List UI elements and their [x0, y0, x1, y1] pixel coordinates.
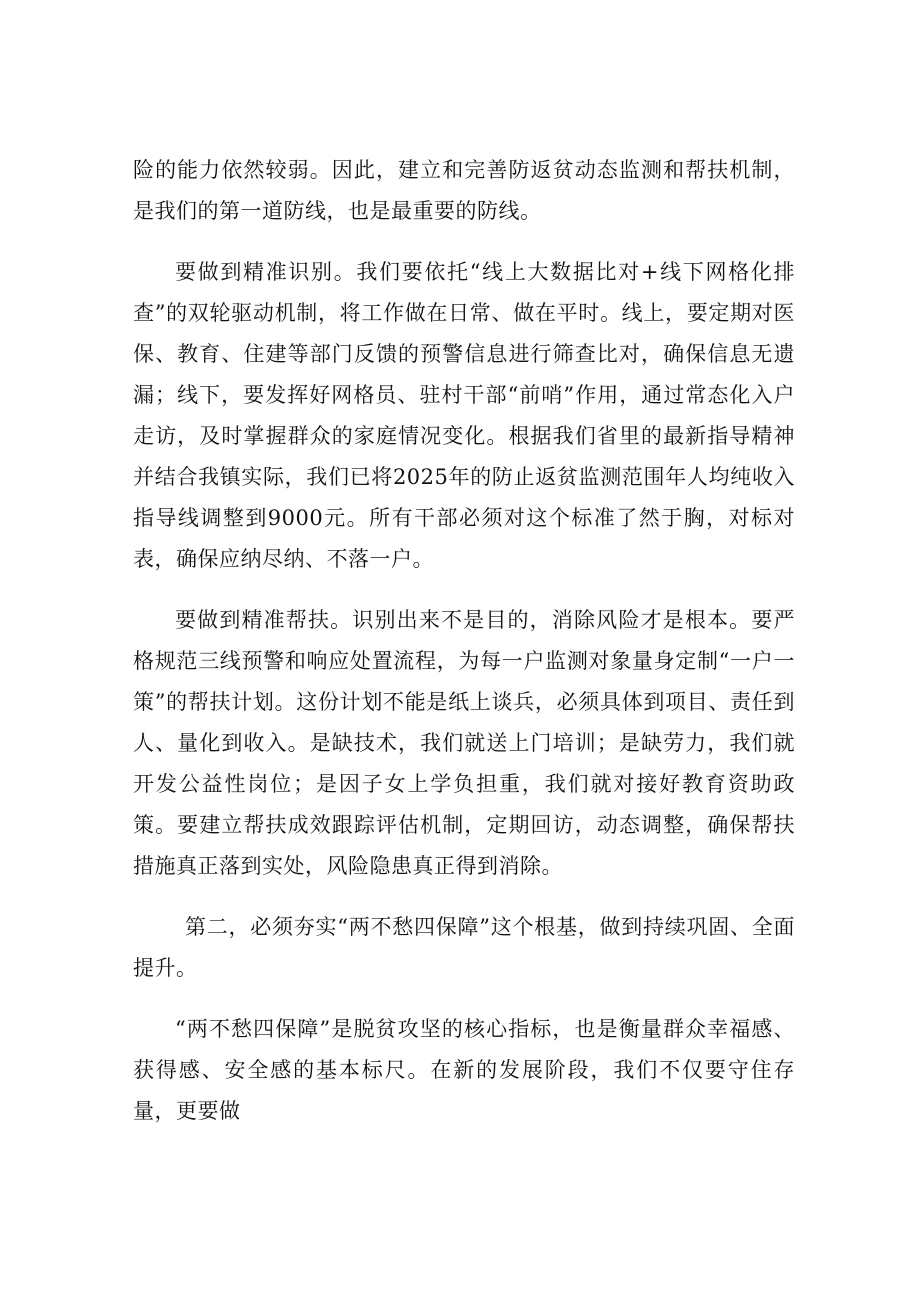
paragraph-continuation: 险的能力依然较弱。因此，建立和完善防返贫动态监测和帮扶机制，是我们的第一道防线，也是最重要的防线。 [133, 158, 795, 223]
paragraph-precise-assistance: 要做到精准帮扶。识别出来不是目的，消除风险才是根本。要严格规范三线预警和响应处置流程，为每一户监测对象量身定制“一户一策”的帮扶计划。这份计划不能是纸上谈兵，必须具体到项目、责任到人、量化到收入。是缺技术，我们就送上门培训；是缺劳力，我们就开发公益性岗位；是因子女上学负担重，我们就对接好教育资助政策。要建立帮扶成效跟踪评估机制，定期回访，动态调整，确保帮扶措施真正落到实处，风险隐患真正得到消除。 [133, 608, 795, 878]
document-body [133, 150, 795, 1152]
paragraph-precise-identification: 要做到精准识别。我们要依托“线上大数据比对+线下网格化排查”的双轮驱动机制，将工作做在日常、做在平时。线上，要定期对医保、教育、住建等部门反馈的预警信息进行筛查比对，确保信息无遗漏；线下，要发挥好网格员、驻村干部“前哨”作用，通过常态化入户走访，及时掌握群众的家庭情况变化。根据我们省里的最新指导精神并结合我镇实际，我们已将2025年的防止返贫监测范围年人均纯收入指导线调整到9000元。所有干部必须对这个标准了然于胸，对标对表，确保应纳尽纳、不落一户。 [133, 260, 795, 571]
paragraph-section-two-heading: 第二，必须夯实“两不愁四保障”这个根基，做到持续巩固、全面提升。 [133, 915, 795, 980]
paragraph-two-worries-four-guarantees: “两不愁四保障”是脱贫攻坚的核心指标，也是衡量群众幸福感、获得感、安全感的基本标尺。在新的发展阶段，我们不仅要守住存量，更要做 [133, 1017, 795, 1123]
